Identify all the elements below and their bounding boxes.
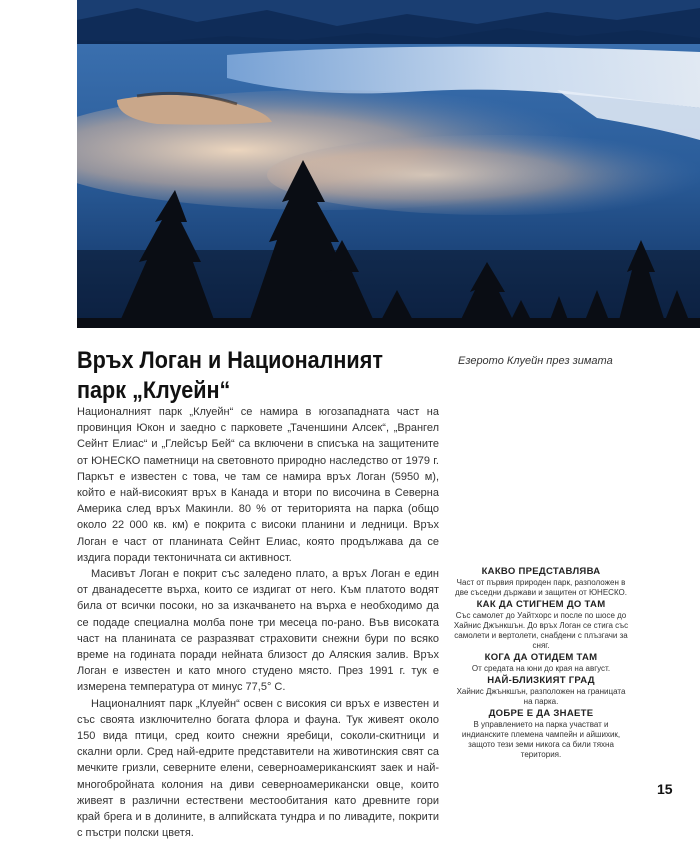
lake-landscape-photo <box>77 0 700 328</box>
fact-text: Със самолет до Уайтхорс и после по шосе до Хайнис Джънкшън. До връх Логан се стига със самолети и вертолети, снабдени с плъзгачи за сняг. <box>453 611 629 650</box>
fact-text: От средата на юни до края на август. <box>471 664 611 673</box>
fact-text: Част от първия природен парк, разположен в две съседни държави и защитен от ЮНЕСКО. <box>455 578 627 597</box>
body-paragraph: Националният парк „Клуейн“ освен с високия си връх е известен и със своята изключително богата флора и фауна. Тук живеят около 150 вида птици, сред които снежни яребици, соколи-скитници и скални орли. Сред най-едрите представители на животинския свят са мечките гризли, северните елени, северноамериканският заек и най-многобройната колония на диви северноамерикански овце, които живеят в различни естествени местообитания като древните гори край брега и в долините, в алпийската тундра и по ливадите, покрити с пъстри полски цветя. <box>77 697 439 840</box>
photo-caption: Езерото Клуейн през зимата <box>458 355 613 367</box>
fact-heading: НАЙ-БЛИЗКИЯТ ГРАД <box>487 675 595 686</box>
body-paragraph: Масивът Логан е покрит със заледено плато, а връх Логан е един от дванадесетте върха, които се издигат от него. Към платото водят била от всички посоки, но за изкачването на върха е необходимо да се подаде специална молба поне три месеца по-рано. Във високата част на планината се разразяват страховити снежни бури по всяко време на годината поради нейната близост до Аляския залив. Връх Логан е известен и като много студено място. През 1991 г. тук е измерена температура от минус 77,5° С. <box>77 568 439 694</box>
fact-text: Хайнис Джънкшън, разположен на границата на парка. <box>456 687 626 706</box>
fact-heading: ДОБРЕ Е ДА ЗНАЕТЕ <box>488 708 594 719</box>
fact-heading: КОГА ДА ОТИДЕМ ТАМ <box>484 652 598 663</box>
fact-text: В управлението на парка участват и индианските племена чампейн и айшихик, защото тези земи никога са били тяхна територия. <box>461 720 621 759</box>
page-number: 15 <box>657 781 673 797</box>
fact-heading: КАКВО ПРЕДСТАВЛЯВА <box>481 566 601 577</box>
facts-box <box>452 566 630 761</box>
article-body <box>77 404 439 841</box>
body-paragraph: Националният парк „Клуейн“ се намира в югозападната част на провинция Юкон и заедно с парковете „Таченшини Алсек“, „Врангел Сейнт Елиас“ и „Глейсър Бей“ са включени в списъка на защитените от ЮНЕСКО паметници на световното природно наследство от 1979 г. Паркът е известен с това, че там се намира връх Логан (5950 м), който е най-високият връх в Канада и втори по височина в Северна Америка след връх Макинли. 80 % от територията на парка (общо около 22 000 кв. км) е покрита с високи планини и ледници. Връх Логан е част от планината Сейнт Елиас, която продължава да се издига поради тектоничната си активност. <box>77 406 439 564</box>
fact-heading: КАК ДА СТИГНЕМ ДО ТАМ <box>476 599 606 610</box>
article-title: Връх Логан и Националният парк „Клуейн“ <box>77 347 383 404</box>
